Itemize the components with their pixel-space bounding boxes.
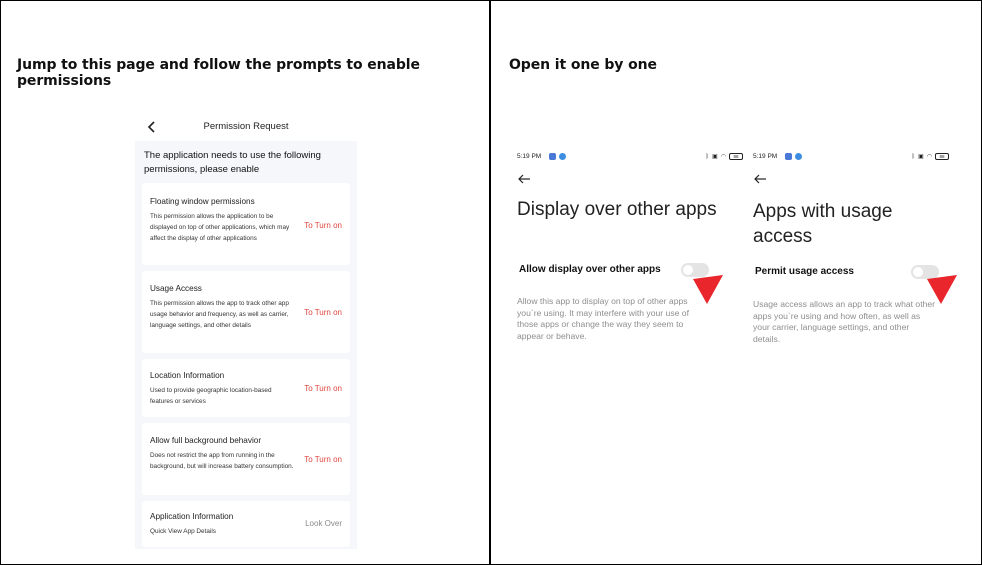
card-title: Location Information (150, 371, 225, 380)
card-desc: This permission allows the app to track other app usage behavior and frequency, as well as carrier, language settings, and other details (150, 300, 289, 329)
permission-intro: The application needs to use the following permissions, please enable (144, 150, 321, 175)
permission-request-screen (135, 113, 357, 549)
setting-description: Usage access allows an app to track what other apps you`re using and how often, as well as your carrier, language settings, and other details. (753, 299, 935, 344)
usage-access-screen (745, 141, 975, 531)
setting-label: Allow display over other apps (519, 264, 661, 275)
status-time: 5:19 PM (517, 153, 542, 160)
card-desc: This permission allows the application to be displayed on top of other applications, which may affect the display of other applications (150, 213, 290, 242)
arrow-left-icon[interactable] (753, 173, 767, 185)
card-title: Usage Access (150, 284, 202, 293)
turn-on-button[interactable]: To Turn on (304, 455, 342, 464)
card-desc: Used to provide geographic location-based features or services (150, 387, 272, 405)
vibrate-icon: ▣ (918, 154, 924, 160)
arrow-left-icon[interactable] (517, 173, 531, 185)
page-title: Permission Request (203, 121, 289, 132)
wifi-icon: ◠ (720, 154, 726, 160)
bluetooth-icon: ᛒ (705, 153, 710, 160)
permission-topbar (135, 113, 357, 141)
app-notification-icon (549, 153, 556, 160)
vibrate-icon: ▣ (712, 154, 718, 160)
battery-icon: 88 (935, 153, 949, 160)
bluetooth-icon: ᛒ (911, 153, 916, 160)
card-location[interactable] (142, 359, 350, 417)
card-floating-window[interactable] (142, 183, 350, 265)
battery-icon: 88 (729, 153, 743, 160)
setting-label: Permit usage access (755, 266, 854, 277)
status-icons (911, 153, 949, 160)
look-over-button[interactable]: Look Over (305, 519, 342, 528)
left-panel (0, 0, 490, 565)
settings-title: Apps with usage access (753, 201, 893, 247)
turn-on-button[interactable]: To Turn on (304, 384, 342, 393)
app-notification-icon (559, 153, 566, 160)
left-heading: Jump to this page and follow the prompts to enable permissions (17, 57, 420, 89)
turn-on-button[interactable]: To Turn on (304, 221, 342, 230)
status-time: 5:19 PM (753, 153, 778, 160)
status-bar (517, 153, 743, 163)
card-title: Application Information (150, 512, 234, 521)
card-desc: Quick View App Details (150, 528, 216, 535)
card-title: Floating window permissions (150, 197, 255, 206)
card-background[interactable] (142, 423, 350, 495)
status-icons (705, 153, 743, 160)
wifi-icon: ◠ (926, 154, 932, 160)
app-notification-icon (785, 153, 792, 160)
card-usage-access[interactable] (142, 271, 350, 353)
turn-on-button[interactable]: To Turn on (304, 308, 342, 317)
settings-title: Display over other apps (517, 199, 717, 220)
setting-description: Allow this app to display on top of other apps you`re using. It may interfere with your use of those apps or change the way they seem to appear or behave. (517, 296, 689, 341)
right-heading: Open it one by one (509, 57, 657, 73)
status-bar (753, 153, 949, 163)
app-notification-icon (795, 153, 802, 160)
card-title: Allow full background behavior (150, 436, 262, 445)
right-panel (490, 0, 982, 565)
display-over-apps-screen (509, 141, 739, 531)
card-desc: Does not restrict the app from running in the background, but will increase battery consumption. (150, 452, 294, 470)
card-app-info[interactable] (142, 501, 350, 547)
